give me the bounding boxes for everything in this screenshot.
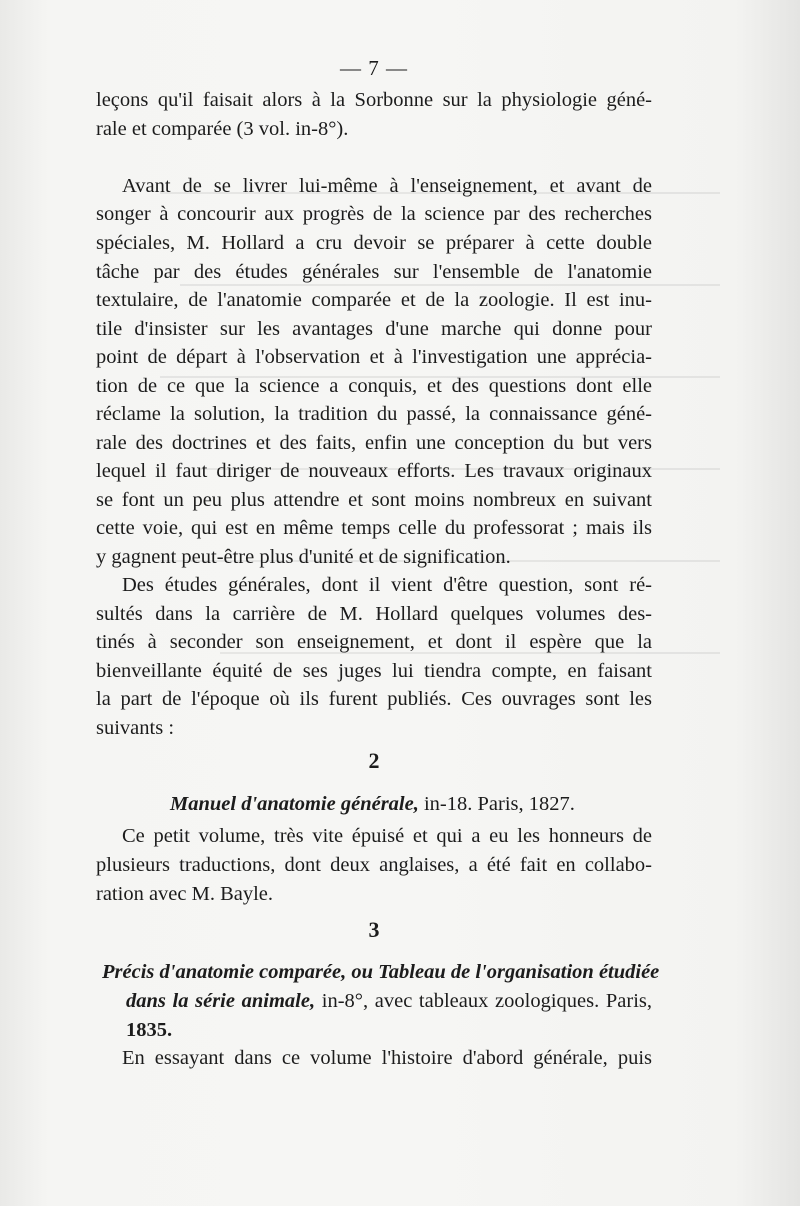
text-line: En essayant dans ce volume l'histoire d'abord générale, puis [122,1047,652,1069]
bibliography-entry-3-title [102,958,660,986]
text-line: réclame la solution, la tradition du passé, la connaissance géné- [96,403,652,425]
text-line: cette voie, qui est en même temps celle du professorat ; mais ils [96,517,652,539]
text-line: point de départ à l'observation et à l'investigation une apprécia- [96,346,652,368]
text-line: leçons qu'il faisait alors à la Sorbonne sur la physiologie géné- [96,89,652,111]
text-line: tile d'insister sur les avantages d'une marche qui donne pour [96,318,652,340]
bibliography-entry-3-title-cont [96,987,652,1015]
text-line: tâche par des études générales sur l'ensemble de l'anatomie [96,261,652,283]
text-line: bienveillante équité de ses juges lui tiendra compte, en faisant [96,660,652,682]
bibliography-entry-2 [96,790,652,818]
text-line: ration avec M. Bayle. [96,883,274,905]
text-line: Avant de se livrer lui-même à l'enseignement, et avant de [122,175,652,197]
text-line: tion de ce que la science a conquis, et des questions dont elle [96,375,652,397]
text-line: sultés dans la carrière de M. Hollard quelques volumes des- [96,603,652,625]
text-line: suivants : [96,717,175,739]
text-line: y gagnent peut-être plus d'unité et de signification. [96,546,511,568]
text-line: tinés à seconder son enseignement, et dont il espère que la [96,631,652,653]
text-line: Ce petit volume, très vite épuisé et qui a eu les honneurs de [122,825,652,847]
work-title-continued: dans la série animale, [126,990,316,1012]
text-line: se font un peu plus attendre et sont moins nombreux en suivant [96,489,652,511]
work-year-text: 1835. [126,1019,173,1041]
work-title: Précis d'anatomie comparée, ou Tableau de l'organisation étudiée [102,961,660,983]
text-line: la part de l'époque où ils furent publiés. Ces ouvrages sont les [96,688,652,710]
text-line: lequel il faut diriger de nouveaux efforts. Les travaux originaux [96,460,652,482]
work-title: Manuel d'anatomie générale, [170,793,419,815]
work-details: in-18. Paris, 1827. [418,793,575,815]
text-line: rale des doctrines et des faits, enfin une conception du but vers [96,432,652,454]
section-number: 2 [368,748,380,773]
text-line: Des études générales, dont il vient d'être question, sont ré- [122,574,652,596]
text-line: songer à concourir aux progrès de la science par des recherches [96,203,652,225]
work-year [96,1016,652,1044]
work-details: in-8°, avec tableaux zoologiques. Paris, [315,990,652,1012]
text-line: rale et comparée (3 vol. in-8°). [96,118,349,140]
page-number: — 7 — [340,56,408,80]
text-line: plusieurs traductions, dont deux anglaises, a été fait en collabo- [96,854,652,876]
text-line: spéciales, M. Hollard a cru devoir se préparer à cette double [96,232,652,254]
section-number: 3 [368,917,380,942]
text-line: textulaire, de l'anatomie comparée et de la zoologie. Il est inu- [96,289,652,311]
